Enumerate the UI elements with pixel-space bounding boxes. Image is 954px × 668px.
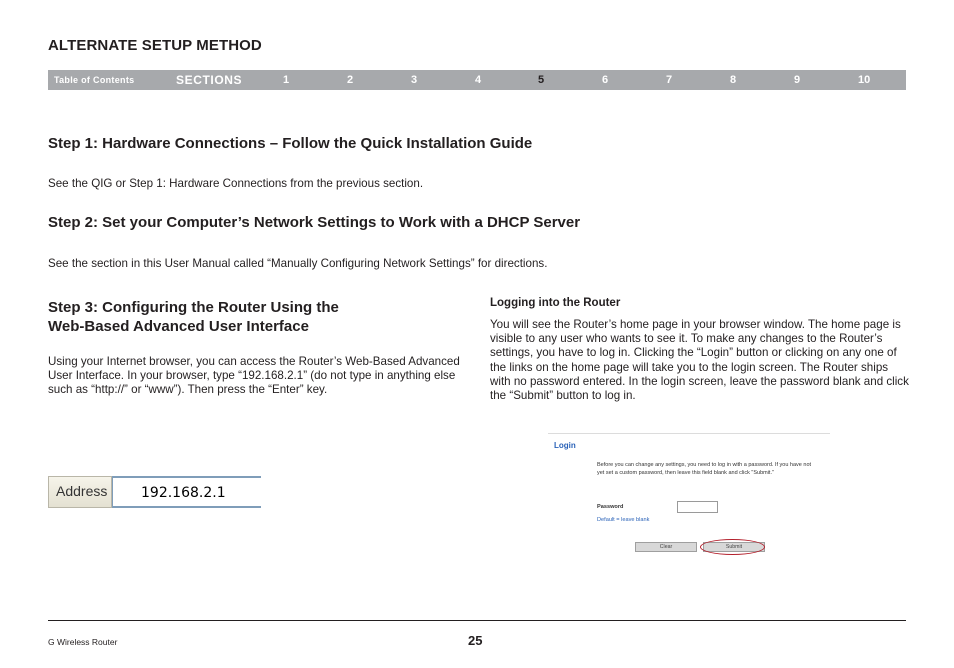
password-label: Password [597,504,624,510]
submit-button: Submit [703,542,765,552]
section-link-6[interactable]: 6 [602,74,609,86]
step1-body: See the QIG or Step 1: Hardware Connections from the previous section. [48,177,424,190]
address-value: 192.168.2.1 [141,485,226,501]
section-link-7[interactable]: 7 [666,74,673,86]
logging-subheading: Logging into the Router [490,297,621,309]
section-link-1[interactable]: 1 [283,74,290,86]
section-link-2[interactable]: 2 [347,74,354,86]
browser-address-bar-illustration [48,476,261,508]
section-link-3[interactable]: 3 [411,74,418,86]
password-field [677,501,718,513]
login-title: Login [554,441,576,450]
address-label: Address [48,476,112,508]
logging-body: You will see the Router’s home page in your browser window. The home page is visible to any user who wants to see it. To make any changes to the Router’s settings, you have to log in. Clicking the “Login” button or clicking on any one of the links on the home page will take you to the login screen. The Router ships with no password entered. In the login screen, leave the password blank and click the “Submit” button to log in. [490,318,909,403]
page-section-title: ALTERNATE SETUP METHOD [48,37,262,54]
login-divider [548,433,830,434]
section-link-8[interactable]: 8 [730,74,737,86]
section-navigation-bar [48,70,906,90]
step3-heading-line2: Web-Based Advanced User Interface [48,318,309,335]
login-screen-illustration [548,433,830,563]
default-password-note: Default = leave blank [597,517,650,523]
footer-product-name: G Wireless Router [48,637,118,647]
address-input [112,476,261,508]
page-number: 25 [468,633,483,648]
login-message: Before you can change any settings, you need to log in with a password. If you have not yet set a custom password, then leave this field blank and click "Submit." [597,462,812,476]
section-link-5[interactable]: 5 [538,74,545,86]
sections-label: SECTIONS [176,73,243,87]
step3-body: Using your Internet browser, you can access the Router’s Web-Based Advanced User Interface. In your browser, type “192.168.2.1” (do not type in anything else such as “http://” or “www”). Then press the “Enter” key. [48,355,460,397]
table-of-contents-link[interactable]: Table of Contents [54,75,135,85]
section-link-9[interactable]: 9 [794,74,801,86]
step1-heading: Step 1: Hardware Connections – Follow the Quick Installation Guide [48,135,533,152]
clear-button: Clear [635,542,697,552]
step3-heading-line1: Step 3: Configuring the Router Using the [48,299,339,316]
step2-body: See the section in this User Manual called “Manually Configuring Network Settings” for directions. [48,257,548,270]
submit-highlight-circle [700,539,765,555]
step2-heading: Step 2: Set your Computer’s Network Settings to Work with a DHCP Server [48,214,581,231]
section-link-10[interactable]: 10 [858,74,871,86]
step3-heading [48,298,448,336]
footer-divider [48,620,906,621]
section-link-4[interactable]: 4 [475,74,482,86]
